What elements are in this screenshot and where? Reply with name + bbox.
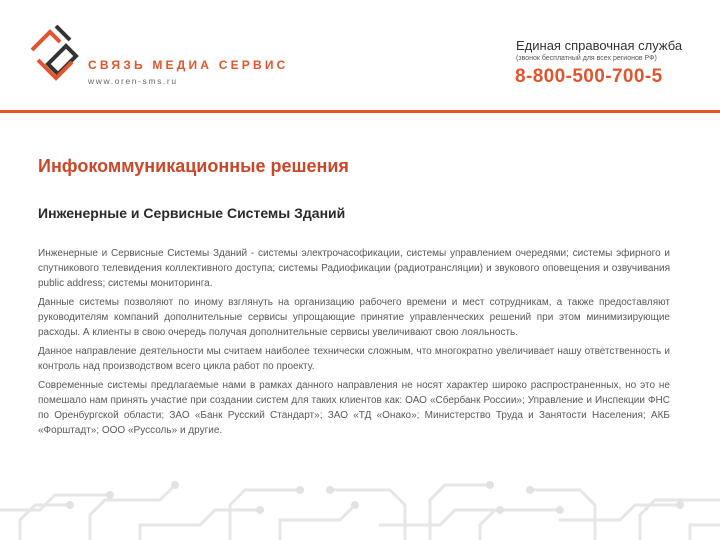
page-title: Инфокоммуникационные решения — [38, 156, 349, 176]
section-title: Инженерные и Сервисные Системы Зданий — [38, 205, 346, 221]
helpline-phone[interactable]: 8-800-500-700-5 — [515, 66, 663, 87]
company-name: СВЯЗЬ МЕДИА СЕРВИС — [88, 58, 289, 72]
company-url[interactable]: www.oren-sms.ru — [88, 76, 178, 86]
paragraph: Данные системы позволяют по иному взглянуть на организацию рабочего времени и мест сотрудникам, а также предоставляют руководителям компаний дополнительные сервисы упрощающие принятие управленческих решений при этом минимизирующие расходы. А клиенты в свою очередь получая дополнительные сервисы увеличивают свою лояльность. — [38, 297, 670, 338]
company-logo-icon — [26, 20, 84, 90]
circuit-board-decoration-icon — [0, 470, 720, 540]
body-text — [38, 246, 670, 442]
helpline-subtitle: (звонок бесплатный для всех регионов РФ) — [516, 55, 657, 62]
header-divider — [0, 110, 720, 113]
helpline-title: Единая справочная служба — [516, 38, 683, 53]
paragraph: Современные системы предлагаемые нами в рамках данного направления не носят характер широко распространенных, но это не помешало нам принять участие при создании систем для таких клиентов как: ОАО «Сбербанк России»; Управление и Инспекции ФНС по Оренбургской области; ЗАО «Банк Русский Стандарт»; ЗАО «ТД «Онако»; Министерство Труда и Занятости Населения; АКБ «Форштадт»; ООО «Руссоль» и другие. — [38, 380, 670, 436]
paragraph: Инженерные и Сервисные Системы Зданий - системы электрочасофикации, системы управлением очередями; системы эфирного и спутникового телевидения коллективного доступа; системы Радиофикации (радиотрансляции) и звукового оповещения и озвучивания public address; системы мониторинга. — [38, 248, 670, 289]
header — [0, 0, 720, 112]
paragraph: Данное направление деятельности мы считаем наиболее технически сложным, что многократно увеличивает нашу ответственность и контроль над производством всего цикла работ по проекту. — [38, 346, 670, 372]
